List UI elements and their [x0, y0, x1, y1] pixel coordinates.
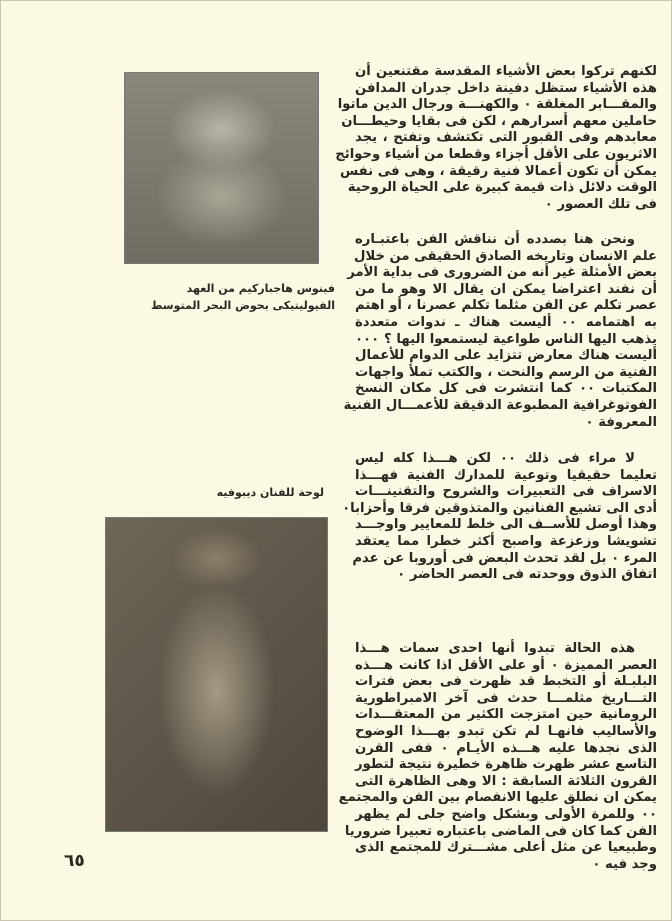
text-line: يمكن أن تكون أعمالا فنية رقيقة ، وهى فى نفس — [340, 163, 657, 179]
text-line: بعض الأمثلة غير أنه من الضرورى فى بداية الأمر — [347, 265, 657, 281]
text-line: الذى نجدها عليه هـــذه الأيـام ٠ ففى القرن — [355, 740, 658, 756]
paragraph-2 — [343, 232, 657, 431]
text-line: الرومانية حين امتزجت الكثير من المعتقـــدات — [355, 707, 657, 723]
venus-caption — [150, 280, 335, 314]
caption-line: فينوس هاجباركيم من العهد — [186, 282, 335, 295]
text-line: التـــاريخ مثلمـــا حدث فى آخر الامبراطورية — [355, 690, 657, 706]
text-line: القرون الثلاثة السابقة : الا وهى الظاهرة التى — [355, 773, 657, 789]
text-line: وطبيعيا عن مثل أعلى مشـــترك للمجتمع الذى — [355, 840, 657, 856]
text-line: الفوتوغرافية المطبوعة الدقيقة للأعمـــال الفنية — [343, 397, 657, 413]
text-line: حاملين معهم أسرارهم ، لكن فى بقايا وحيطـــان — [341, 113, 657, 129]
text-line: فى تلك العصور ٠ — [544, 196, 657, 212]
text-line: يمكن ان نطلق عليها الانفصام بين الفن والمجتمع — [338, 790, 657, 806]
text-line: به اهتمامه ٠٠ أليست هناك ـ ندوات متعددة — [355, 314, 657, 330]
text-line: الاسراف فى التعبيرات والشروح والتقنينـــات — [355, 484, 657, 500]
text-line: ونحن هنا بصدده أن نناقش الفن باعتبـاره — [355, 232, 635, 247]
paragraph-3 — [342, 451, 657, 584]
text-line: الاثريون على الأقل أجزاء وقطعا من أشياء وحوائج — [335, 146, 657, 162]
text-line: الفنية من الرسم والنحت ، والكتب تملأ واجهات — [355, 364, 657, 380]
painting-caption: لوحة للفنان ديبوفيه — [216, 486, 324, 499]
caption-line: الفيوليتيكى بحوض البحر المتوسط — [151, 299, 335, 312]
text-line: المكتبات ٠٠ كما انتشرت فى كل مكان النسخ — [355, 381, 657, 397]
text-line: أن نفند اعتراضا يمكن ان يقال الا وهو ما من — [355, 281, 657, 297]
text-line: العصر المميزة ٠ أو على الأقل اذا كانت هـــذه — [355, 657, 657, 673]
dubuffet-painting-photo — [105, 517, 328, 832]
text-line: معابدهم وفى القبور التى تكتشف وتفتح ، يجد — [355, 130, 657, 146]
text-line: المعروفة ٠ — [585, 414, 657, 430]
text-line: عصر تكلم عن الفن مثلما تكلم عصرنا ، أو اهتم — [355, 298, 657, 314]
page-number: ٦٥ — [64, 851, 85, 871]
text-line: يذهب اليها الناس طواعية ليستمعوا اليها ؟ ٠٠٠ — [355, 331, 657, 347]
text-line: وجد فيه ٠ — [592, 856, 657, 872]
text-line: تعليما حقيقيا وتوعية للمدارك الفنية فهـــذا — [355, 467, 657, 483]
text-line: هذه الحالة تبدوا أنها احدى سمات هـــذا — [355, 641, 635, 656]
text-line: وهذا أوصل للأســف الى خلط للمعايير واوجـــد — [355, 517, 657, 533]
text-line: الفن كما كان فى الماضى باعتباره تعبيرا ضروريا — [344, 823, 657, 839]
text-line: أدى الى تشيع الفنانين والمتذوقين فرقا وأحزابا٠ — [342, 500, 657, 516]
text-line: ٠٠ وللمرة الأولى وبشكل واضح جلى لم يظهر — [355, 806, 657, 822]
venus-statue-photo — [124, 72, 319, 264]
text-line: علم الانسان وتاريخه الصادق الحقيقى من خلال — [354, 248, 657, 264]
text-line: البلبـلة أو التخبط قد ظهرت فى بعض فترات — [355, 674, 657, 690]
text-line: هذه الأشياء ستظل دفينة داخل جدران المدافن — [355, 80, 657, 96]
text-line: لا مراء فى ذلك ٠٠ لكن هـــذا كله ليس — [355, 451, 635, 466]
paragraph-1 — [335, 64, 657, 213]
paragraph-4 — [338, 641, 658, 873]
text-line: والمقـــابر المغلقة ٠ والكهنـــة ورجال الدين ماتوا — [337, 97, 657, 113]
text-line: اتفاق الذوق ووحدته فى العصر الحاضر ٠ — [397, 567, 657, 583]
text-line: تشويشا وزعزعة واصبح أكثر خطرا مما يعتقد — [355, 533, 657, 549]
text-line: المرء ٠ بل لقد تحدث البعض فى أوروبا عن عدم — [352, 550, 657, 566]
text-line: الوقت دلائل ذات قيمة كبيرة على الحياة الروحية — [347, 180, 657, 196]
text-line: لكنهم تركوا بعض الأشياء المقدسة مقتنعين أن — [355, 64, 657, 79]
text-line: أليست هناك معارض تتزايد على الدوام للأعمال — [355, 348, 657, 364]
text-line: التاسع عشر ظهرت ظاهرة خطيرة نتيجة لتطور — [355, 757, 657, 773]
text-line: والأساليب فانهـا لم تكن تبدو بهـــذا الوضوح — [355, 723, 657, 739]
